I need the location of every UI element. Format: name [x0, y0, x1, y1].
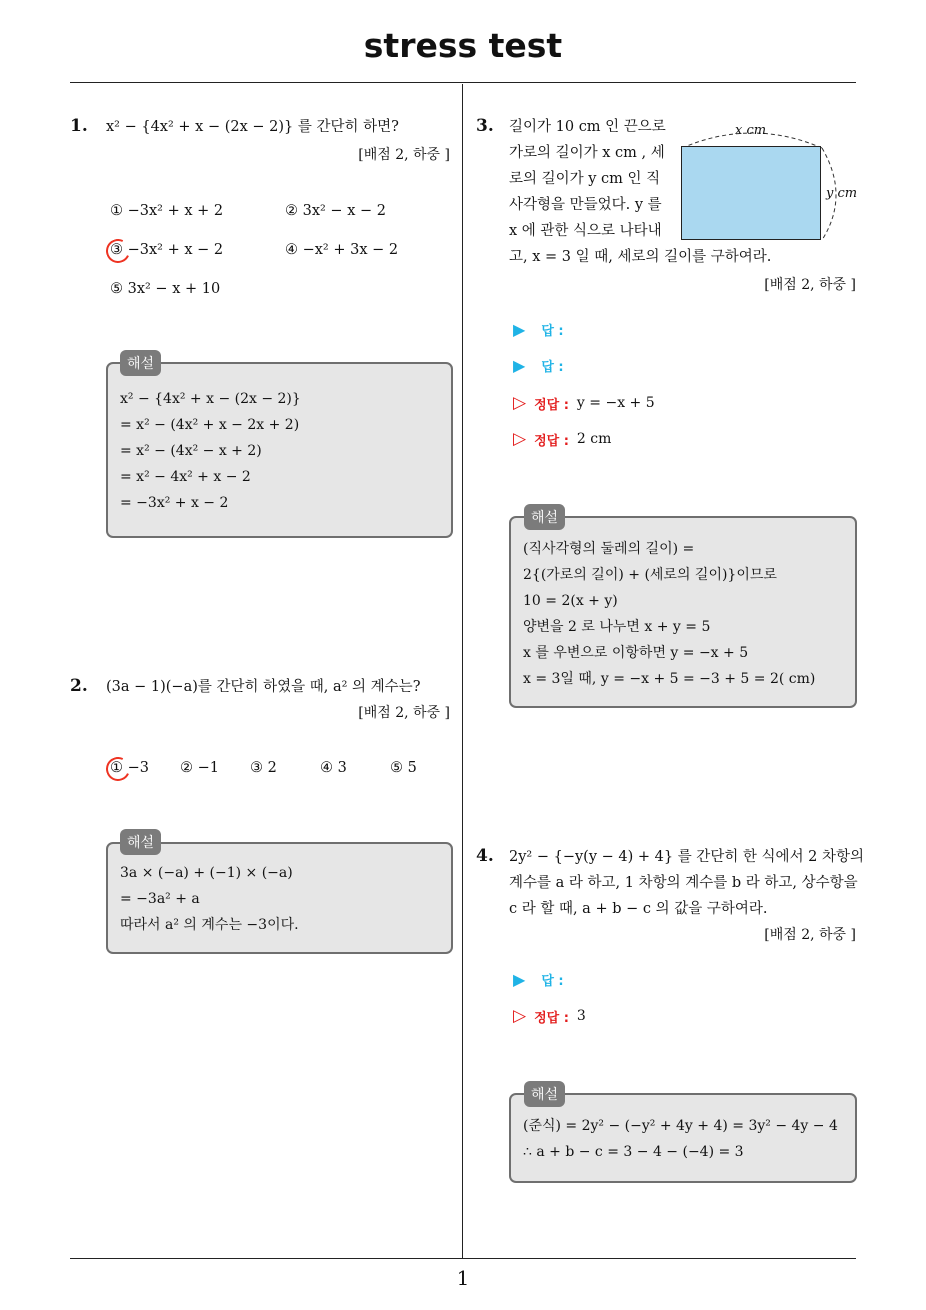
q2-choice-1[interactable]: ① −3	[110, 760, 149, 776]
solution-line: x² − {4x² + x − (2x − 2)}	[120, 391, 301, 407]
solution-line: = x² − (4x² + x − 2x + 2)	[120, 417, 300, 433]
q3-figure-side-label: y cm	[826, 186, 858, 201]
q2-score: [배점 2, 하중 ]	[358, 705, 450, 721]
q4-number: 4.	[476, 846, 494, 866]
q3-text-line: 가로의 길이가 x cm , 세	[509, 145, 665, 161]
q3-solution-lines	[523, 536, 815, 692]
q1-solution-box	[106, 362, 453, 538]
q4-text-line: 2y² − {−y(y − 4) + 4} 를 간단히 한 식에서 2 차항의	[509, 849, 865, 865]
solution-line: 10 = 2(x + y)	[523, 593, 618, 609]
q2-number: 2.	[70, 676, 88, 696]
q3-answer-1	[513, 320, 564, 339]
solution-line: x 를 우변으로 이항하면 y = −x + 5	[523, 645, 749, 661]
q3-text-line: 고, x = 3 일 때, 세로의 길이를 구하여라.	[509, 249, 772, 265]
q2-solution-tag: 해설	[120, 829, 161, 855]
header-rule	[70, 82, 856, 83]
q1-number: 1.	[70, 116, 88, 136]
solution-line: (직사각형의 둘레의 길이) =	[523, 541, 695, 557]
q3-answer-2	[513, 356, 564, 375]
q2-solution-box	[106, 842, 453, 954]
solution-line: = −3x² + x − 2	[120, 495, 229, 511]
blue-triangle-icon: ▶	[513, 970, 526, 989]
q1-choice-2[interactable]: ② 3x² − x − 2	[285, 203, 386, 219]
q1-text: x² − {4x² + x − (2x − 2)} 를 간단히 하면?	[106, 119, 399, 135]
q4-solution-tag: 해설	[524, 1081, 565, 1107]
q4-text	[509, 844, 864, 922]
correct-label: 정답 :	[534, 397, 569, 413]
red-triangle-icon: ▷	[513, 1006, 527, 1026]
correct-value: y = −x + 5	[576, 395, 655, 411]
solution-line: ∴ a + b − c = 3 − 4 − (−4) = 3	[523, 1144, 744, 1160]
q2-choice-2[interactable]: ② −1	[180, 760, 219, 776]
q4-answer	[513, 970, 564, 989]
q3-score: [배점 2, 하중 ]	[764, 277, 856, 293]
correct-label: 정답 :	[534, 433, 569, 449]
solution-line: = x² − (4x² − x + 2)	[120, 443, 262, 459]
solution-line: 양변을 2 로 나누면 x + y = 5	[523, 619, 711, 635]
correct-value: 2 cm	[576, 431, 612, 447]
q1-solution-lines	[120, 386, 301, 516]
answer-label: 답 :	[541, 360, 564, 375]
q2-choice-3[interactable]: ③ 2	[250, 760, 277, 776]
q3-correct-2	[513, 429, 611, 449]
q3-text-line: 로의 길이가 y cm 인 직	[509, 171, 661, 187]
q2-choice-4[interactable]: ④ 3	[320, 760, 347, 776]
q3-text-line: 사각형을 만들었다. y 를	[509, 197, 662, 213]
q4-score: [배점 2, 하중 ]	[764, 927, 856, 943]
q3-solution-box	[509, 516, 857, 708]
q1-score: [배점 2, 하중 ]	[358, 147, 450, 163]
q4-text-line: 계수를 a 라 하고, 1 차항의 계수를 b 라 하고, 상수항을	[509, 875, 858, 891]
solution-line: 따라서 a² 의 계수는 −3이다.	[120, 917, 299, 933]
solution-line: = −3a² + a	[120, 891, 200, 907]
q1-solution-tag: 해설	[120, 350, 161, 376]
solution-line: = x² − 4x² + x − 2	[120, 469, 251, 485]
q2-text: (3a − 1)(−a)를 간단히 하였을 때, a² 의 계수는?	[106, 679, 421, 695]
q3-correct-1	[513, 393, 655, 413]
solution-line: x = 3일 때, y = −x + 5 = −3 + 5 = 2( cm)	[523, 671, 816, 687]
q4-text-line: c 라 할 때, a + b − c 의 값을 구하여라.	[509, 901, 768, 917]
page-title: stress test	[363, 26, 563, 65]
q3-figure-top-label: x cm	[735, 123, 767, 138]
q3-number: 3.	[476, 116, 494, 136]
q2-choice-5[interactable]: ⑤ 5	[390, 760, 417, 776]
q1-choice-1[interactable]: ① −3x² + x + 2	[110, 203, 224, 219]
solution-line: 2{(가로의 길이) + (세로의 길이)}이므로	[523, 567, 777, 583]
answer-label: 답 :	[541, 974, 564, 989]
q1-choice-5[interactable]: ⑤ 3x² − x + 10	[110, 281, 221, 297]
q1-choice-4[interactable]: ④ −x² + 3x − 2	[285, 242, 399, 258]
answer-label: 답 :	[541, 324, 564, 339]
solution-line: 3a × (−a) + (−1) × (−a)	[120, 865, 293, 881]
column-divider	[462, 84, 463, 1258]
correct-label: 정답 :	[534, 1010, 569, 1026]
footer-rule	[70, 1258, 856, 1259]
blue-triangle-icon: ▶	[513, 356, 526, 375]
q1-choice-3[interactable]: ③ −3x² + x − 2	[110, 242, 224, 258]
red-triangle-icon: ▷	[513, 393, 527, 413]
red-triangle-icon: ▷	[513, 429, 527, 449]
q3-text-line: x 에 관한 식으로 나타내	[509, 223, 662, 239]
page-number: 1	[456, 1266, 470, 1290]
q4-correct	[513, 1006, 586, 1026]
solution-line: (준식) = 2y² − (−y² + 4y + 4) = 3y² − 4y − 4	[523, 1118, 838, 1134]
q3-solution-tag: 해설	[524, 504, 565, 530]
q2-solution-lines	[120, 860, 299, 938]
q3-text-line: 길이가 10 cm 인 끈으로	[509, 119, 666, 135]
correct-value: 3	[576, 1008, 586, 1024]
q4-solution-lines	[523, 1113, 838, 1165]
blue-triangle-icon: ▶	[513, 320, 526, 339]
q3-rectangle-figure	[681, 146, 821, 240]
